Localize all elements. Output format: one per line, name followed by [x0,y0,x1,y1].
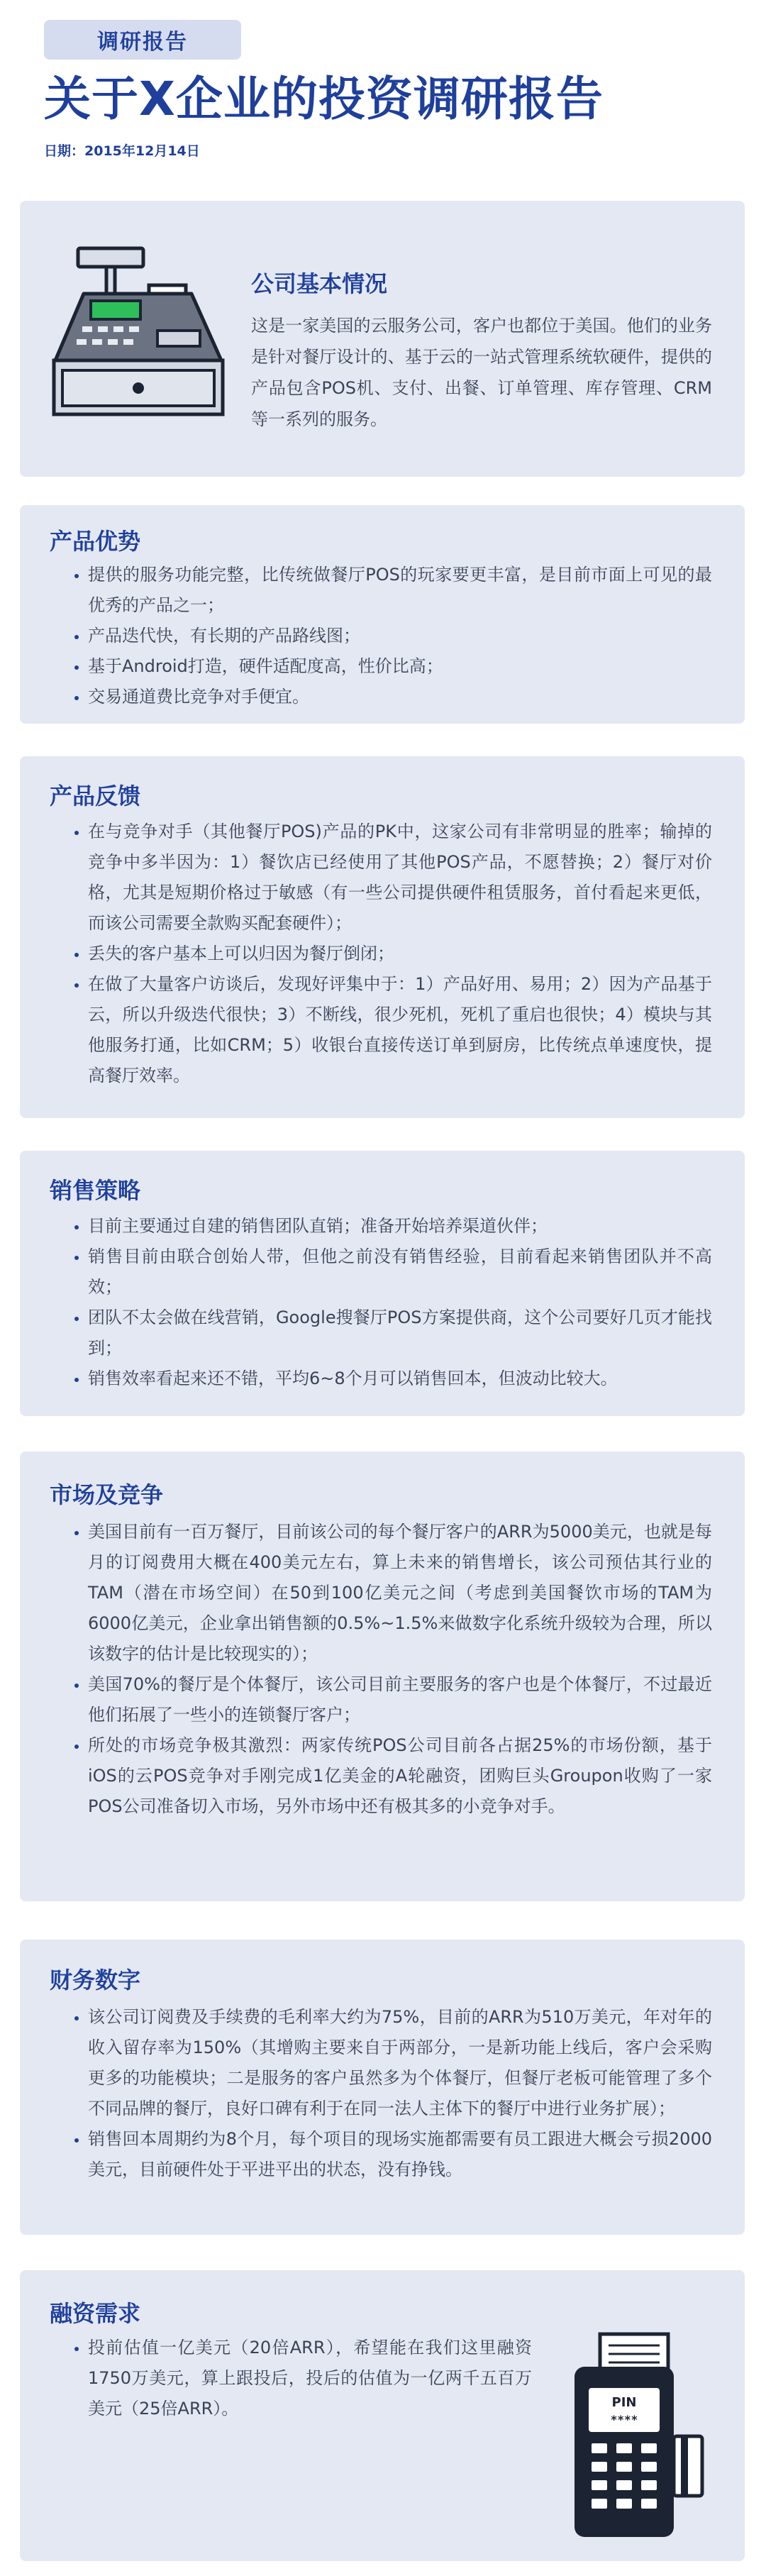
list-item: • 销售目前由联合创始人带，但他之前没有销售经验，目前看起来销售团队并不高效； [88,1242,712,1303]
finance-list [57,2002,712,2185]
list-item: • 在与竞争对手（其他餐厅POS)产品的PK中，这家公司有非常明显的胜率；输掉的竞争中多半因为：1）餐饮店已经使用了其他POS产品，不愿替换；2）餐厅对价格，尤其是短期价格过于敏感（有一些公司提供硬件租赁服务，首付看起来更低，而该公司需要全款购买配套硬件）； [88,817,712,939]
list-item: • 提供的服务功能完整，比传统做餐厅POS的玩家要更丰富，是目前市面上可见的最优秀的产品之一； [88,560,712,621]
section-market [20,1452,745,1901]
list-item: • 所处的市场竞争极其激烈：两家传统POS公司目前各占据25%的市场份额，基于iOS的云POS竞争对手刚完成1亿美金的A轮融资，团购巨头Groupon收购了一家POS公司准备切入市场，另外市场中还有极其多的小竞争对手。 [88,1730,712,1822]
terminal-pin-text: PIN [611,2395,637,2410]
list-item: • 基于Android打造，硬件适配度高，性价比高； [88,651,712,682]
list-item: • 产品迭代快，有长期的产品路线图； [88,621,712,651]
sales-list [57,1211,712,1394]
section-funding-title: 融资需求 [50,2300,141,2327]
section-feedback-title: 产品反馈 [50,783,141,809]
section-feedback [20,756,745,1118]
advantages-list [57,560,712,712]
cash-register-icon [51,245,235,419]
terminal-masked-text: **** [610,2413,638,2426]
list-item: • 交易通道费比竞争对手便宜。 [88,682,712,712]
list-item: • 该公司订阅费及手续费的毛利率大约为75%，目前的ARR为510万美元，年对年的收入留存率为150%（其增购主要来自于两部分，一是新功能上线后，客户会采购更多的功能模块；二是服务的客户虽然多为个体餐厅，但餐厅老板可能管理了多个不同品牌的餐厅，良好口碑有利于在同一法人主体下的餐厅中进行业务扩展）； [88,2002,712,2124]
section-company [20,201,745,477]
section-advantages [20,505,745,724]
section-sales-title: 销售策略 [50,1177,141,1204]
list-item: • 美国70%的餐厅是个体餐厅，该公司目前主要服务的客户也是个体餐厅，不过最近他们拓展了一些小的连锁餐厅客户； [88,1669,712,1730]
list-item: • 销售回本周期约为8个月，每个项目的现场实施都需要有员工跟进大概会亏损2000美元，目前硬件处于平进平出的状态，没有挣钱。 [88,2124,712,2185]
card-terminal-icon [567,2331,709,2541]
funding-list [57,2333,532,2424]
section-advantages-title: 产品优势 [50,528,141,555]
section-sales [20,1151,745,1416]
list-item: • 投前估值一亿美元（20倍ARR），希望能在我们这里融资1750万美元，算上跟投后，投后的估值为一亿两千五百万美元（25倍ARR）。 [88,2333,532,2424]
list-item: • 团队不太会做在线营销，Google搜餐厅POS方案提供商，这个公司要好几页才能找到； [88,1303,712,1364]
report-date: 日期：2015年12月14日 [44,143,200,159]
report-tag: 调研报告 [44,20,241,60]
section-market-title: 市场及竞争 [50,1481,164,1508]
market-list [57,1517,712,1822]
section-company-title: 公司基本情况 [251,270,388,297]
list-item: • 目前主要通过自建的销售团队直销；准备开始培养渠道伙伴； [88,1211,712,1242]
section-finance [20,1940,745,2235]
feedback-list [57,817,712,1091]
list-item: • 美国目前有一百万餐厅，目前该公司的每个餐厅客户的ARR为5000美元，也就是每月的订阅费用大概在400美元左右，算上未来的销售增长，该公司预估其行业的TAM（潜在市场空间）在50到100亿美元之间（考虑到美国餐饮市场的TAM为6000亿美元，企业拿出销售额的0.5%~1.5%来做数字化系统升级较为合理，所以该数字的估计是比较现实的）； [88,1517,712,1669]
list-item: • 丢失的客户基本上可以归因为餐厅倒闭； [88,939,712,969]
section-company-text: 这是一家美国的云服务公司，客户也都位于美国。他们的业务是针对餐厅设计的、基于云的一站式管理系统软硬件，提供的产品包含POS机、支付、出餐、订单管理、库存管理、CRM等一系列的服务。 [251,316,712,429]
section-finance-title: 财务数字 [50,1967,141,1994]
list-item: • 在做了大量客户访谈后，发现好评集中于：1）产品好用、易用；2）因为产品基于云，所以升级迭代很快；3）不断线，很少死机，死机了重启也很快；4）模块与其他服务打通，比如CRM；5）收银台直接传送订单到厨房，比传统点单速度快，提高餐厅效率。 [88,969,712,1091]
page-title: 关于X企业的投资调研报告 [44,72,604,126]
list-item: • 销售效率看起来还不错，平均6~8个月可以销售回本，但波动比较大。 [88,1364,712,1394]
section-funding [20,2270,745,2561]
